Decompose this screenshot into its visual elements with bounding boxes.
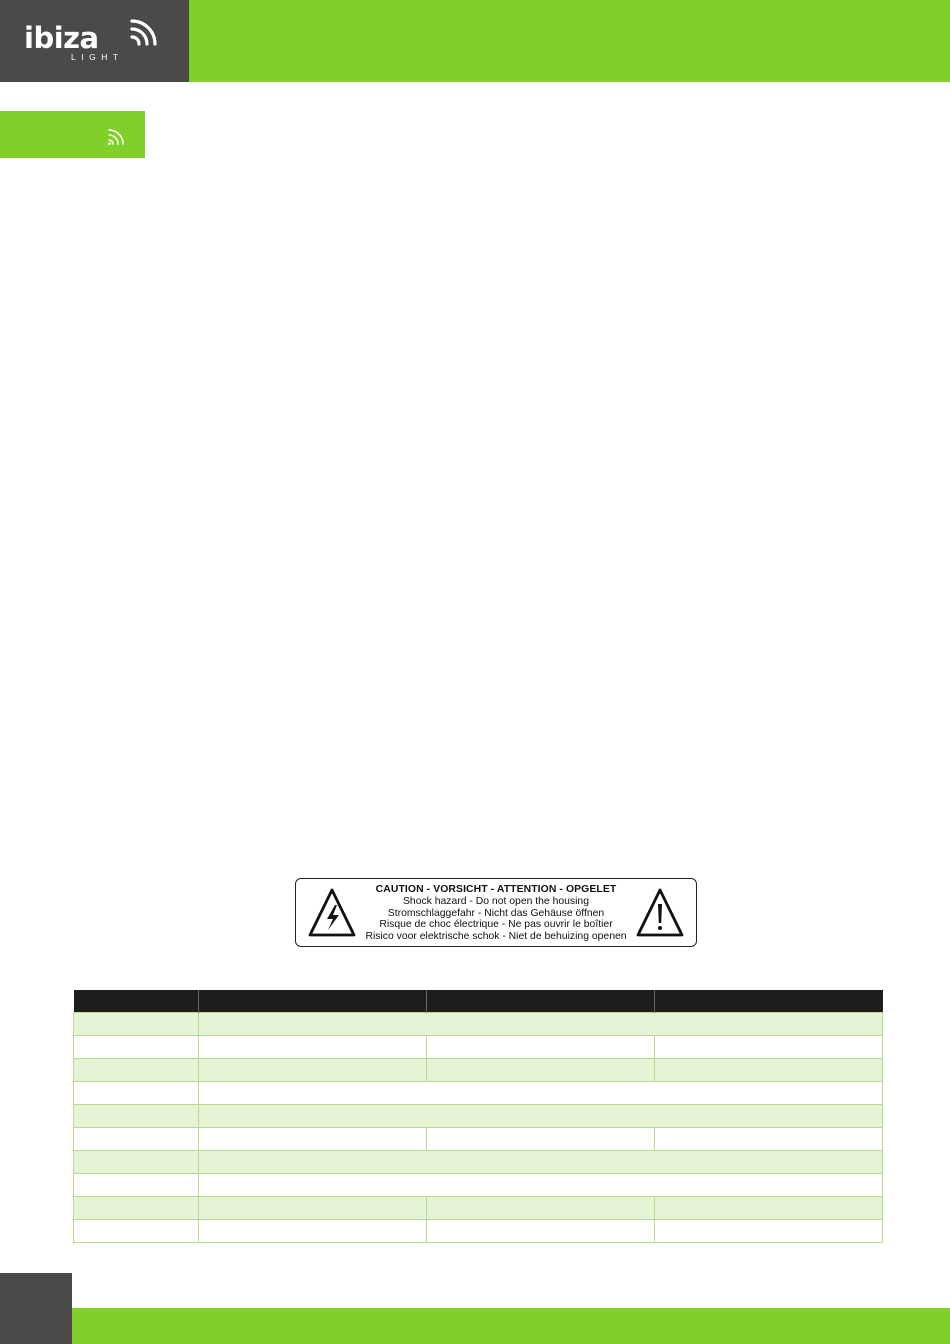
table-row [74,1151,883,1174]
ibiza-light-logo [24,18,166,64]
header-bar [189,0,950,82]
table-cell [74,1105,199,1128]
table-row [74,1082,883,1105]
caution-line-german: Stromschlaggefahr - Nicht das Gehäuse öffnen [387,907,605,919]
table-cell [427,1220,655,1243]
table-cell [74,1082,199,1105]
table-cell [427,1197,655,1220]
table-cell [655,1220,883,1243]
table-cell [199,1036,427,1059]
table-row [74,1197,883,1220]
table-cell [199,1082,883,1105]
table-cell [74,1059,199,1082]
wireless-signal-icon [106,127,128,147]
brand-logo-panel [0,0,189,82]
footer-page-box [0,1273,72,1344]
high-voltage-warning-icon [306,885,358,941]
table-row [74,1059,883,1082]
table-header-cell [74,990,199,1013]
exclamation-warning-icon [634,885,686,941]
table-cell [199,1197,427,1220]
table-cell [199,1151,883,1174]
table-cell [74,1013,199,1036]
table-cell [199,1013,883,1036]
table-header-cell [427,990,655,1013]
table-row [74,1013,883,1036]
logo-wordmark: ibiza [24,21,99,55]
table-cell [199,1128,427,1151]
logo-signal-icon [132,21,155,44]
specifications-table [73,990,883,1243]
table-cell [655,1197,883,1220]
table-cell [74,1197,199,1220]
table-row [74,1128,883,1151]
table-cell [427,1128,655,1151]
footer-bar [72,1308,950,1344]
table-cell [427,1059,655,1082]
table-cell [199,1059,427,1082]
table-cell [655,1059,883,1082]
caution-line-english: Shock hazard - Do not open the housing [402,895,589,907]
table-cell [74,1036,199,1059]
table-header-cell [655,990,883,1013]
table-cell [199,1220,427,1243]
table-cell [655,1128,883,1151]
table-header-cell [199,990,427,1013]
caution-heading: CAUTION - VORSICHT - ATTENTION - OPGELET [375,884,617,895]
table-header-row [74,990,883,1013]
caution-label [295,878,697,947]
table-cell [74,1220,199,1243]
table-cell [427,1036,655,1059]
table-cell [74,1128,199,1151]
table-row [74,1220,883,1243]
table-cell [199,1105,883,1128]
caution-line-french: Risque de choc électrique - Ne pas ouvrir le boîtier [379,919,613,931]
table-row [74,1036,883,1059]
table-cell [199,1174,883,1197]
table-row [74,1105,883,1128]
table-cell [655,1036,883,1059]
table-row [74,1174,883,1197]
logo-subtitle: LIGHT [71,52,124,62]
table-cell [74,1174,199,1197]
table-cell [74,1151,199,1174]
caution-line-dutch: Risico voor elektrische schok - Niet de behuizing openen [365,931,627,943]
